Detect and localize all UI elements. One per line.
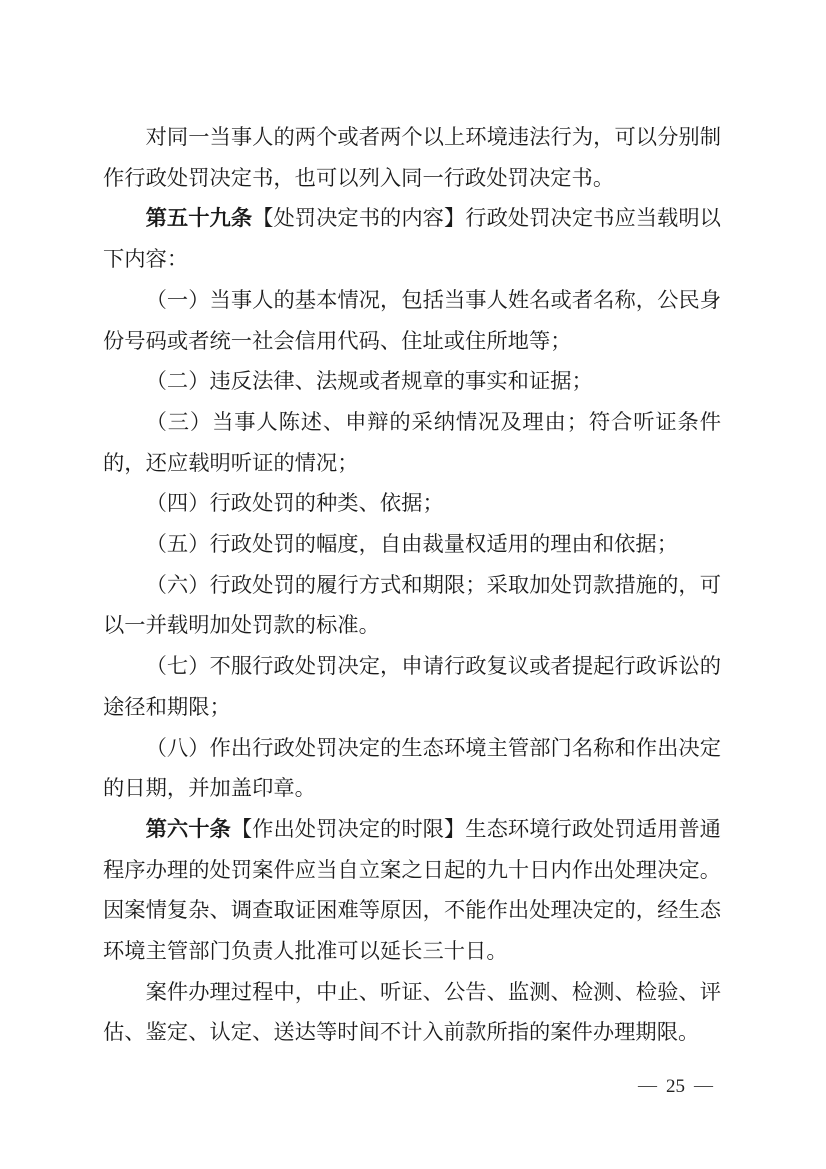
text-run: 对同一当事人的两个或者两个以上环境违法行为，可以分别制作行政处罚决定书，也可以列入同一行政处罚决定书。 bbox=[103, 125, 721, 190]
text-run: （四）行政处罚的种类、依据； bbox=[145, 491, 444, 516]
paragraph bbox=[103, 117, 721, 198]
page-footer bbox=[608, 1072, 743, 1102]
paragraph bbox=[103, 524, 721, 565]
text-run: （一）当事人的基本情况，包括当事人姓名或者名称，公民身份号码或者统一社会信用代码、住址或住所地等； bbox=[103, 287, 721, 353]
paragraph bbox=[103, 361, 721, 402]
page-number: 25 bbox=[666, 1076, 685, 1097]
paragraph bbox=[103, 809, 721, 972]
footer-right-dash: — bbox=[694, 1075, 713, 1096]
text-run: 案件办理过程中，中止、听证、公告、监测、检测、检验、评估、鉴定、认定、送达等时间不计入前款所指的案件办理期限。 bbox=[103, 979, 721, 1045]
paragraph bbox=[103, 565, 721, 646]
text-run: （六）行政处罚的履行方式和期限；采取加处罚款措施的，可以一并载明加处罚款的标准。 bbox=[103, 572, 721, 638]
article-number-run: 第五十九条 bbox=[145, 206, 253, 231]
document-body bbox=[103, 117, 721, 1053]
paragraph bbox=[103, 728, 721, 809]
paragraph bbox=[103, 646, 721, 727]
paragraph bbox=[103, 198, 721, 279]
text-run: 【作出处罚决定的时限】生态环境行政处罚适用普通程序办理的处罚案件应当自立案之日起的九十日内作出处理决定。因案情复杂、调查取证困难等原因，不能作出处理决定的，经生态环境主管部门负责人批准可以延长三十日。 bbox=[103, 816, 721, 964]
text-run: （二）违反法律、法规或者规章的事实和证据； bbox=[145, 369, 593, 394]
article-number-run: 第六十条 bbox=[145, 816, 231, 841]
paragraph bbox=[103, 280, 721, 361]
text-run: 【处罚决定书的内容】行政处罚决定书应当载明以下内容： bbox=[103, 206, 721, 272]
text-run: （五）行政处罚的幅度，自由裁量权适用的理由和依据； bbox=[145, 532, 679, 557]
footer-left-dash: — bbox=[638, 1075, 657, 1096]
text-run: （八）作出行政处罚决定的生态环境主管部门名称和作出决定的日期，并加盖印章。 bbox=[103, 735, 721, 801]
text-run: （七）不服行政处罚决定，申请行政复议或者提起行政诉讼的途径和期限； bbox=[103, 654, 721, 719]
paragraph bbox=[103, 402, 721, 483]
text-run: （三）当事人陈述、申辩的采纳情况及理由；符合听证条件的，还应载明听证的情况； bbox=[103, 409, 721, 475]
paragraph bbox=[103, 972, 721, 1053]
paragraph bbox=[103, 483, 721, 524]
